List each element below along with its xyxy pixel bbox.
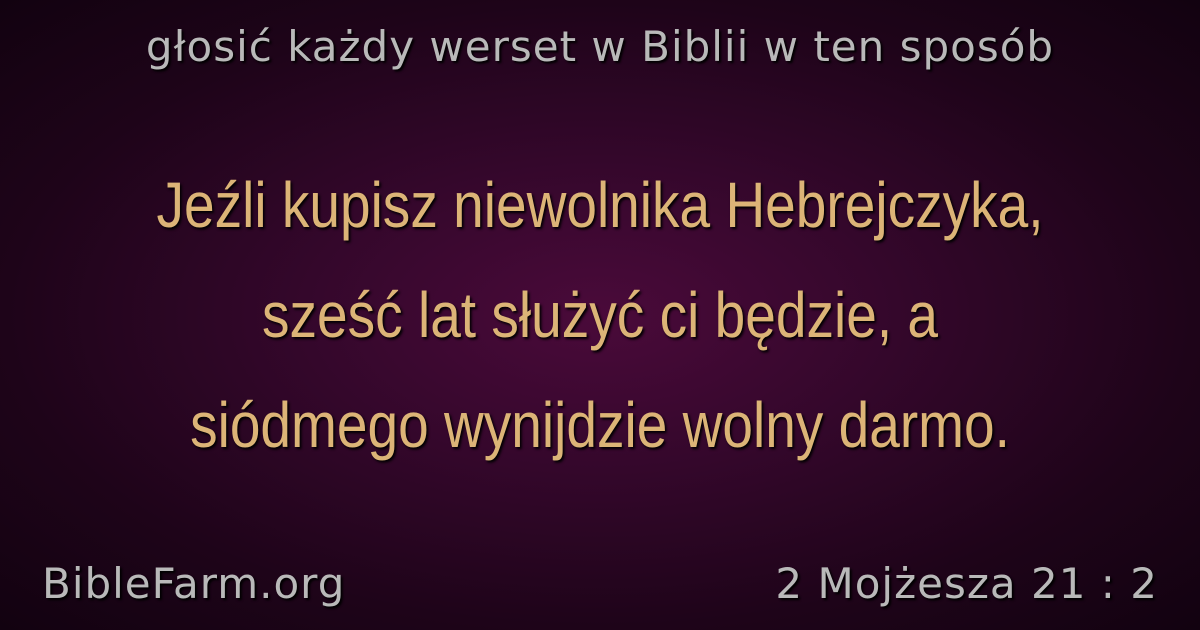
verse-line: Jeźli kupisz niewolnika Hebrejczyka, — [156, 169, 1044, 241]
verse-text — [118, 150, 1081, 480]
site-name: BibleFarm.org — [42, 559, 346, 608]
verse-reference: 2 Mojżesza 21 : 2 — [775, 559, 1158, 608]
verse-line: sześć lat służyć ci będzie, a — [261, 279, 939, 351]
tagline: głosić każdy werset w Biblii w ten sposób — [145, 22, 1055, 71]
verse-line: siódmego wynijdzie wolny darmo. — [190, 389, 1010, 461]
